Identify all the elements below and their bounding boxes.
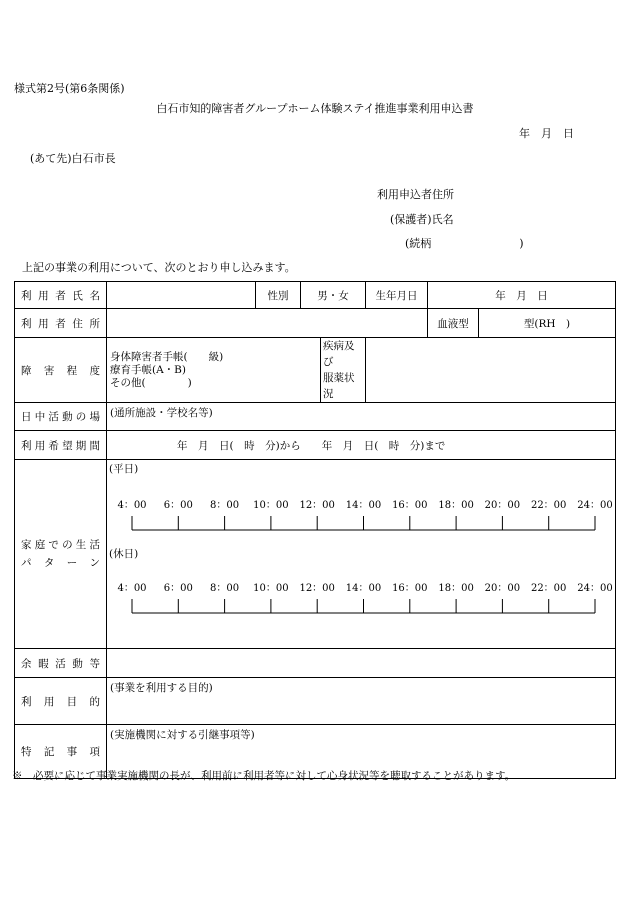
life-pattern-label bbox=[15, 460, 107, 649]
footnote: ※ 必要に応じて事業実施機関の長が、利用前に利用者等に対して心身状況等を聴取することがあります。 bbox=[12, 770, 516, 782]
time-label: 4：00 bbox=[117, 583, 147, 594]
illness-label-line1: 疾病及び bbox=[323, 340, 355, 368]
form-number: 様式第2号(第6条関係) bbox=[14, 82, 125, 95]
time-label: 10：00 bbox=[253, 583, 289, 594]
time-label: 8：00 bbox=[210, 583, 240, 594]
addressee: (あて先)白石市長 bbox=[30, 152, 116, 165]
gender-label: 性別 bbox=[256, 282, 301, 309]
user-address-field[interactable] bbox=[107, 309, 428, 338]
time-label: 22：00 bbox=[530, 500, 567, 511]
life-pattern-field[interactable] bbox=[107, 460, 616, 649]
time-label: 22：00 bbox=[530, 583, 567, 594]
time-label: 14：00 bbox=[345, 500, 382, 511]
applicant-name-label: (保護者)氏名 bbox=[390, 213, 454, 226]
time-label: 14：00 bbox=[345, 583, 382, 594]
time-label: 24：00 bbox=[577, 500, 613, 511]
user-name-label: 利用者氏名 bbox=[15, 282, 107, 309]
illness-label-line2: 服薬状況 bbox=[323, 372, 355, 400]
leisure-field[interactable] bbox=[107, 649, 616, 678]
notes-label: 特記事項 bbox=[15, 725, 107, 779]
time-label: 10：00 bbox=[253, 500, 289, 511]
time-label: 6：00 bbox=[163, 500, 193, 511]
day-activity-field[interactable]: (通所施設・学校名等) bbox=[107, 403, 616, 431]
period-field[interactable]: 年 月 日( 時 分)から 年 月 日( 時 分)まで bbox=[107, 431, 616, 460]
purpose-field[interactable]: (事業を利用する目的) bbox=[107, 678, 616, 725]
disability-line: 療育手帳(A・B) bbox=[110, 363, 186, 376]
relationship-label: (続柄 ) bbox=[405, 237, 524, 250]
disability-line: その他( ) bbox=[110, 376, 192, 389]
blood-type-field[interactable]: 型(RH ) bbox=[479, 309, 616, 338]
time-label: 16：00 bbox=[392, 583, 428, 594]
holiday-label: (休日) bbox=[109, 548, 139, 560]
holiday-timeline[interactable] bbox=[107, 595, 607, 615]
time-label: 20：00 bbox=[484, 500, 521, 511]
user-address-label: 利用者住所 bbox=[15, 309, 107, 338]
disability-field[interactable] bbox=[107, 338, 321, 403]
time-label: 8：00 bbox=[210, 500, 240, 511]
blood-type-label: 血液型 bbox=[428, 309, 479, 338]
gender-field[interactable]: 男・女 bbox=[301, 282, 366, 309]
time-label: 12：00 bbox=[299, 500, 335, 511]
leisure-label: 余暇活動等 bbox=[15, 649, 107, 678]
weekday-label: (平日) bbox=[109, 463, 139, 475]
purpose-label: 利用目的 bbox=[15, 678, 107, 725]
time-label: 18：00 bbox=[438, 500, 474, 511]
intro-text: 上記の事業の利用について、次のとおり申し込みます。 bbox=[22, 261, 296, 274]
day-activity-label: 日中活動の場 bbox=[15, 403, 107, 431]
time-label: 12：00 bbox=[299, 583, 335, 594]
dob-field[interactable]: 年 月 日 bbox=[428, 282, 616, 309]
weekday-timeline[interactable] bbox=[107, 512, 607, 532]
document-title: 白石市知的障害者グループホーム体験ステイ推進事業利用申込書 bbox=[156, 102, 474, 115]
dob-label: 生年月日 bbox=[366, 282, 428, 309]
life-pattern-label-line1: 家庭での生活 bbox=[21, 539, 100, 551]
notes-field[interactable]: (実施機関に対する引継事項等) bbox=[107, 725, 616, 779]
disability-label: 障害程度 bbox=[15, 338, 107, 403]
time-label: 16：00 bbox=[392, 500, 428, 511]
time-label: 20：00 bbox=[484, 583, 521, 594]
time-label: 4：00 bbox=[117, 500, 147, 511]
user-name-field[interactable] bbox=[107, 282, 256, 309]
period-label: 利用希望期間 bbox=[15, 431, 107, 460]
time-label: 18：00 bbox=[438, 583, 474, 594]
application-date[interactable]: 年 月 日 bbox=[519, 127, 574, 140]
illness-field[interactable] bbox=[366, 338, 616, 403]
disability-line: 身体障害者手帳( 級) bbox=[110, 350, 224, 363]
life-pattern-label-line2: パターン bbox=[21, 557, 100, 569]
time-label: 6：00 bbox=[163, 583, 193, 594]
time-label: 24：00 bbox=[577, 583, 613, 594]
schedule-area bbox=[107, 460, 615, 648]
applicant-address-label: 利用申込者住所 bbox=[377, 188, 454, 201]
illness-label bbox=[321, 338, 366, 403]
application-form-table bbox=[14, 281, 616, 779]
